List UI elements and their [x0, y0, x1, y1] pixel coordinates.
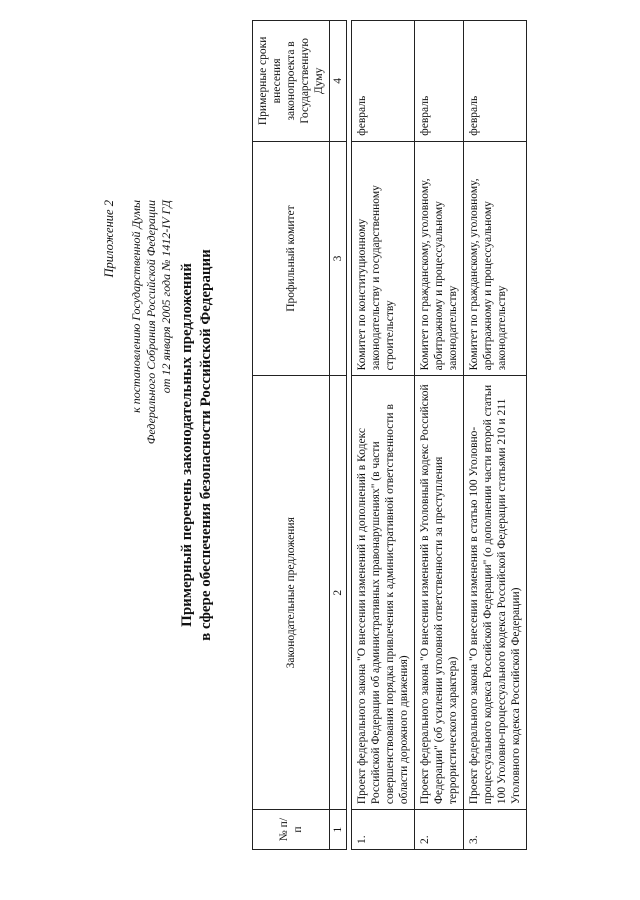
column-index-row [330, 21, 347, 850]
row-number: 1. [352, 810, 415, 850]
row-proposal: Проект федерального закона "О внесении изменений в Уголовный кодекс Российской Федерации" (об усилении уголовной ответственности за преступления террористического характера) [415, 376, 464, 810]
appendix-line: Федерального Собрания Российской Федерации [144, 200, 158, 445]
document-title [178, 210, 216, 680]
row-proposal: Проект федерального закона "О внесении изменений и дополнений в Кодекс Российской Федерации об административных правонарушениях" (в части совершенствования порядка привлечения к административной ответственности в области дорожного движения) [352, 376, 415, 810]
row-number: 2. [415, 810, 464, 850]
document-page [20, 10, 620, 890]
column-index: 4 [330, 21, 347, 142]
column-header-term: Примерные сроки внесения законопроекта в Государственную Думу [253, 21, 330, 142]
appendix-line: к постановлению Государственной Думы [129, 200, 143, 413]
row-committee: Комитет по гражданскому, уголовному, арбитражному и процессуальному законодательству [415, 141, 464, 376]
row-committee: Комитет по конституционному законодательству и государственному строительству [352, 141, 415, 376]
column-header-number: № п/п [253, 810, 330, 850]
column-header-committee: Профильный комитет [253, 141, 330, 376]
proposals-table [252, 20, 527, 850]
title-line: Примерный перечень законодательных предложений [179, 263, 195, 627]
table-row [464, 21, 527, 850]
appendix-block [102, 200, 174, 444]
column-index: 2 [330, 376, 347, 810]
table-row [415, 21, 464, 850]
column-index: 1 [330, 810, 347, 850]
table-header-row [253, 21, 330, 850]
row-committee: Комитет по гражданскому, уголовному, арбитражному и процессуальному законодательству [464, 141, 527, 376]
row-term: февраль [464, 21, 527, 142]
appendix-line: от 12 января 2005 года № 1412-IV ГД [159, 200, 173, 394]
row-term: февраль [352, 21, 415, 142]
row-term: февраль [415, 21, 464, 142]
title-line: в сфере обеспечения безопасности Российской Федерации [198, 249, 214, 641]
column-header-proposals: Законодательные предложения [253, 376, 330, 810]
row-proposal: Проект федерального закона "О внесении изменения в статью 100 Уголовно-процессуального кодекса Российской Федерации" (о дополнении части второй статьи 100 Уголовно-процессуального кодекса Российской Федерации статьями 210 и 211 Уголовного кодекса Российской Федерации) [464, 376, 527, 810]
table-row [352, 21, 415, 850]
row-number: 3. [464, 810, 527, 850]
column-index: 3 [330, 141, 347, 376]
appendix-number: Приложение 2 [102, 200, 116, 278]
